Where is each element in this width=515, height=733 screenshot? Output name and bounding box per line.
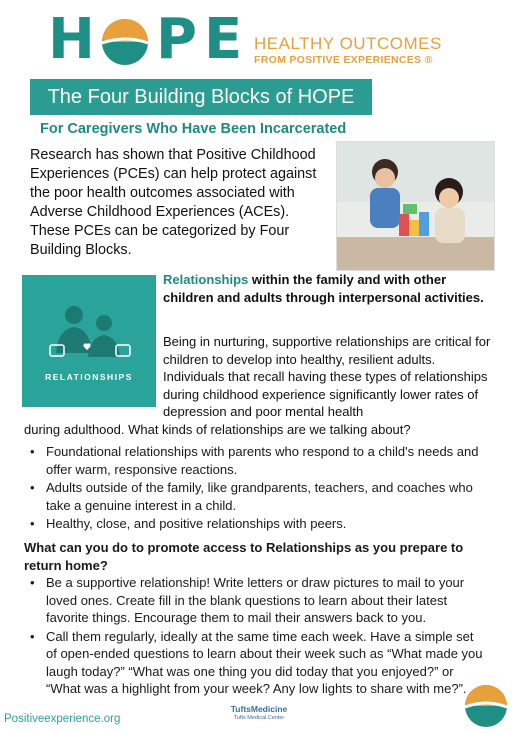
tufts-medicine-logo <box>219 704 299 722</box>
list-item: • Adults outside of the family, like grandparents, teachers, and coaches who take a genuine interest in a child. <box>24 479 494 514</box>
tile-label: RELATIONSHIPS <box>45 372 133 382</box>
intro-paragraph: Research has shown that Positive Childhood Experiences (PCEs) can help protect against the poor health outcomes associated with Adverse Childhood Experiences (ACEs). These PCEs can be categorized by Four Building Blocks. <box>30 147 317 258</box>
page-title: The Four Building Blocks of HOPE <box>30 79 372 115</box>
relationships-heading-accent: Relationships <box>163 272 249 287</box>
footer-url: Positiveexperience.org <box>4 713 121 725</box>
relationships-body-tail: during adulthood. What kinds of relationships are we talking about? <box>24 422 411 437</box>
question-heading: What can you do to promote access to Relationships as you prepare to return home? <box>24 540 464 573</box>
people-relationships-icon <box>46 301 132 365</box>
relationship-types-list <box>24 443 494 534</box>
children-playing-photo <box>336 141 495 271</box>
hope-logo <box>48 7 273 72</box>
tufts-sub: Tufts Medical Center <box>233 715 285 721</box>
list-item: • Call them regularly, ideally at the same time each week. Have a simple set of open-ended questions to learn about their week such as “What made you laugh today?” “What was one thing you did today that you enjoyed?” or “What was a highlight from your week? Any low lights to share with me?”. <box>24 628 484 698</box>
relationships-heading-rest: within the family and with other children and adults through interpersonal activities. <box>163 272 484 305</box>
tagline-line1: HEALTHY OUTCOMES <box>254 34 442 53</box>
relationships-heading <box>163 271 493 307</box>
tagline-line2 <box>254 53 504 67</box>
hope-sun-icon <box>464 684 508 728</box>
page-subtitle: For Caregivers Who Have Been Incarcerated <box>40 121 347 137</box>
logo-tagline <box>254 34 504 67</box>
tagline-line2-text: FROM POSITIVE EXPERIENCES <box>254 54 422 66</box>
list-item: • Foundational relationships with parents who respond to a child's needs and offer warm, responsive reactions. <box>24 443 494 478</box>
logo-letter-e: E <box>204 7 243 72</box>
relationships-tile <box>22 275 156 407</box>
hope-sun-icon <box>100 17 150 67</box>
tufts-name: TuftsMedicine <box>230 704 288 714</box>
registered-mark: ® <box>424 54 433 66</box>
logo-letter-h: H <box>48 7 95 72</box>
list-item: • Healthy, close, and positive relationships with peers. <box>24 515 494 533</box>
relationships-body: Being in nurturing, supportive relationships are critical for children to develop into healthy, resilient adults. Individuals that recall having these types of relationships during childhood experience significantly lower rates of depression and poor mental health <box>163 334 491 419</box>
actions-list <box>24 574 484 699</box>
list-item: • Be a supportive relationship! Write letters or draw pictures to mail to your loved ones. Create fill in the blank questions to learn about their latest favorite things. Encourage them to mail their answers back to you. <box>24 574 484 627</box>
logo-letter-p: P <box>156 7 198 72</box>
